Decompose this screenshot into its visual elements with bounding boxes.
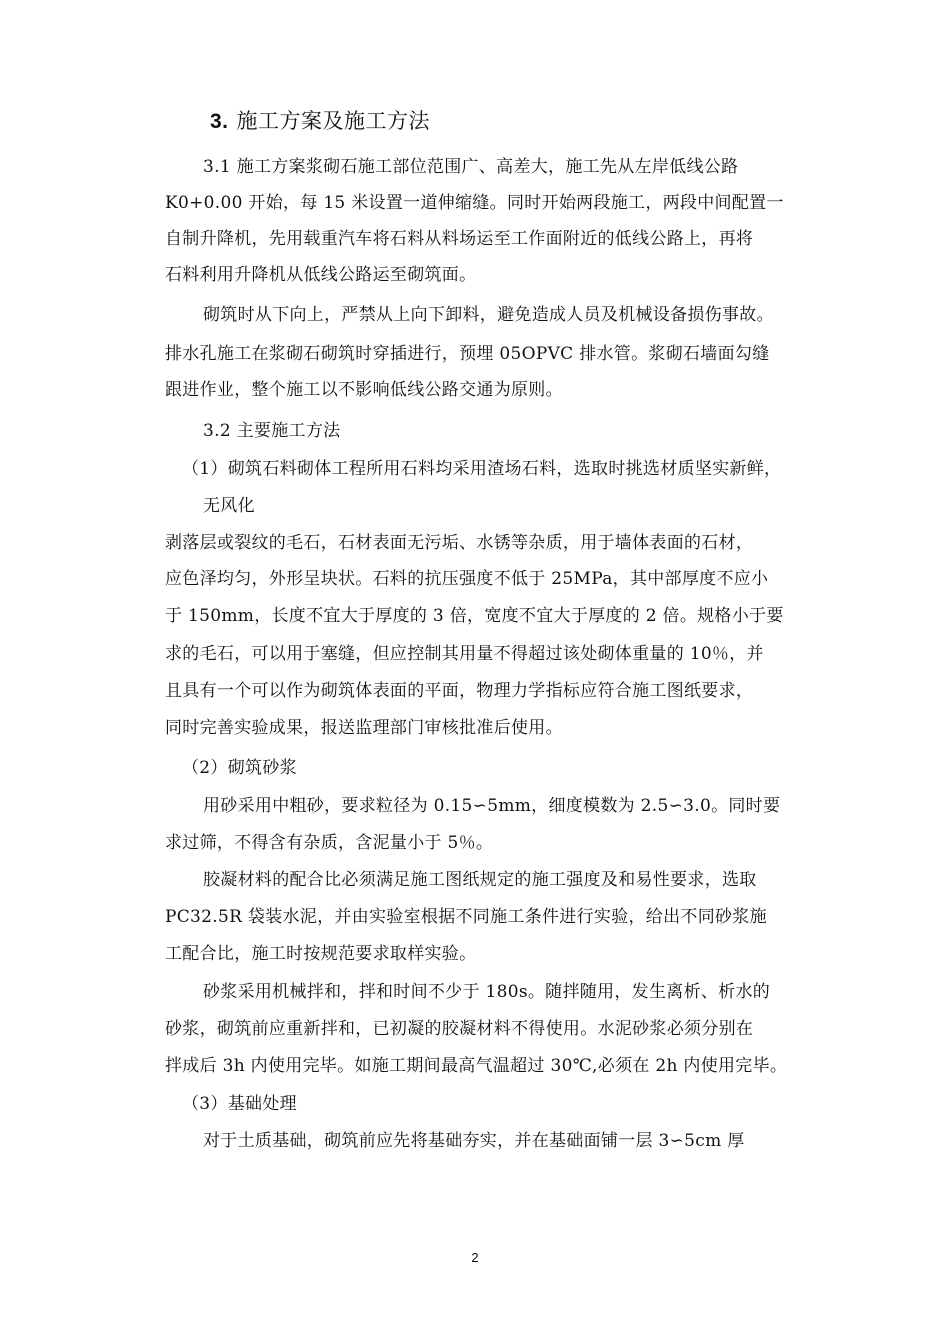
list-item-heading: （1）砌筑石料砌体工程所用石料均采用渣场石料，选取时挑选材质坚实新鲜， — [182, 459, 782, 479]
paragraph-line: 应色泽均匀，外形呈块状。石料的抗压强度不低于 25MPa，其中部厚度不应小 — [165, 569, 769, 589]
paragraph-line: 拌成后 3h 内使用完毕。如施工期间最高气温超过 30℃,必须在 2h 内使用完毕。 — [165, 1056, 788, 1076]
paragraph-line: 对于土质基础，砌筑前应先将基础夯实，并在基础面铺一层 3∽5cm 厚 — [203, 1131, 745, 1151]
paragraph-line: 砌筑时从下向上，严禁从上向下卸料，避免造成人员及机械设备损伤事故。 — [203, 305, 774, 325]
subsection-heading: 3.2 主要施工方法 — [203, 421, 341, 441]
paragraph-line: 无风化 — [203, 496, 255, 516]
paragraph-line: 且具有一个可以作为砌筑体表面的平面，物理力学指标应符合施工图纸要求， — [165, 681, 754, 701]
paragraph-line: 剥落层或裂纹的毛石，石材表面无污垢、水锈等杂质，用于墙体表面的石材， — [165, 533, 754, 553]
list-item-heading: （3）基础处理 — [182, 1094, 297, 1114]
page-number: 2 — [471, 1250, 479, 1265]
paragraph-line: 于 150mm，长度不宜大于厚度的 3 倍，宽度不宜大于厚度的 2 倍。规格小于要 — [165, 606, 784, 626]
paragraph-line: 求的毛石，可以用于塞缝，但应控制其用量不得超过该处砌体重量的 10％，并 — [165, 644, 764, 664]
paragraph-line: 同时完善实验成果，报送监理部门审核批准后使用。 — [165, 718, 563, 738]
paragraph-line: 工配合比，施工时按规范要求取样实验。 — [165, 944, 477, 964]
paragraph-line: 胶凝材料的配合比必须满足施工图纸规定的施工强度及和易性要求，选取 — [203, 870, 757, 890]
list-item-heading: （2）砌筑砂浆 — [182, 758, 297, 778]
paragraph-line: 跟进作业，整个施工以不影响低线公路交通为原则。 — [165, 380, 563, 400]
paragraph-line: 用砂采用中粗砂，要求粒径为 0.15∽5mm，细度模数为 2.5∽3.0。同时要 — [203, 796, 781, 816]
paragraph-line: 砂浆，砌筑前应重新拌和，已初凝的胶凝材料不得使用。水泥砂浆必须分别在 — [165, 1019, 754, 1039]
section-heading — [210, 107, 870, 136]
paragraph-line: K0+0.00 开始，每 15 米设置一道伸缩缝。同时开始两段施工，两段中间配置一 — [165, 193, 784, 213]
paragraph-line: PC32.5R 袋装水泥，并由实验室根据不同施工条件进行实验，给出不同砂浆施 — [165, 907, 767, 927]
paragraph-line: 砂浆采用机械拌和，拌和时间不少于 180s。随拌随用，发生离析、析水的 — [203, 982, 771, 1002]
paragraph-line: 3.1 施工方案浆砌石施工部位范围广、高差大，施工先从左岸低线公路 — [203, 157, 739, 177]
section-title: 施工方案及施工方法 — [236, 109, 431, 133]
paragraph-line: 求过筛，不得含有杂质，含泥量小于 5％。 — [165, 833, 494, 853]
section-number: 3. — [210, 110, 229, 133]
paragraph-line: 排水孔施工在浆砌石砌筑时穿插进行，预埋 05OPVC 排水管。浆砌石墙面勾缝 — [165, 344, 770, 364]
paragraph-line: 石料利用升降机从低线公路运至砌筑面。 — [165, 265, 477, 285]
paragraph-line: 自制升降机，先用载重汽车将石料从料场运至工作面附近的低线公路上，再将 — [165, 229, 754, 249]
